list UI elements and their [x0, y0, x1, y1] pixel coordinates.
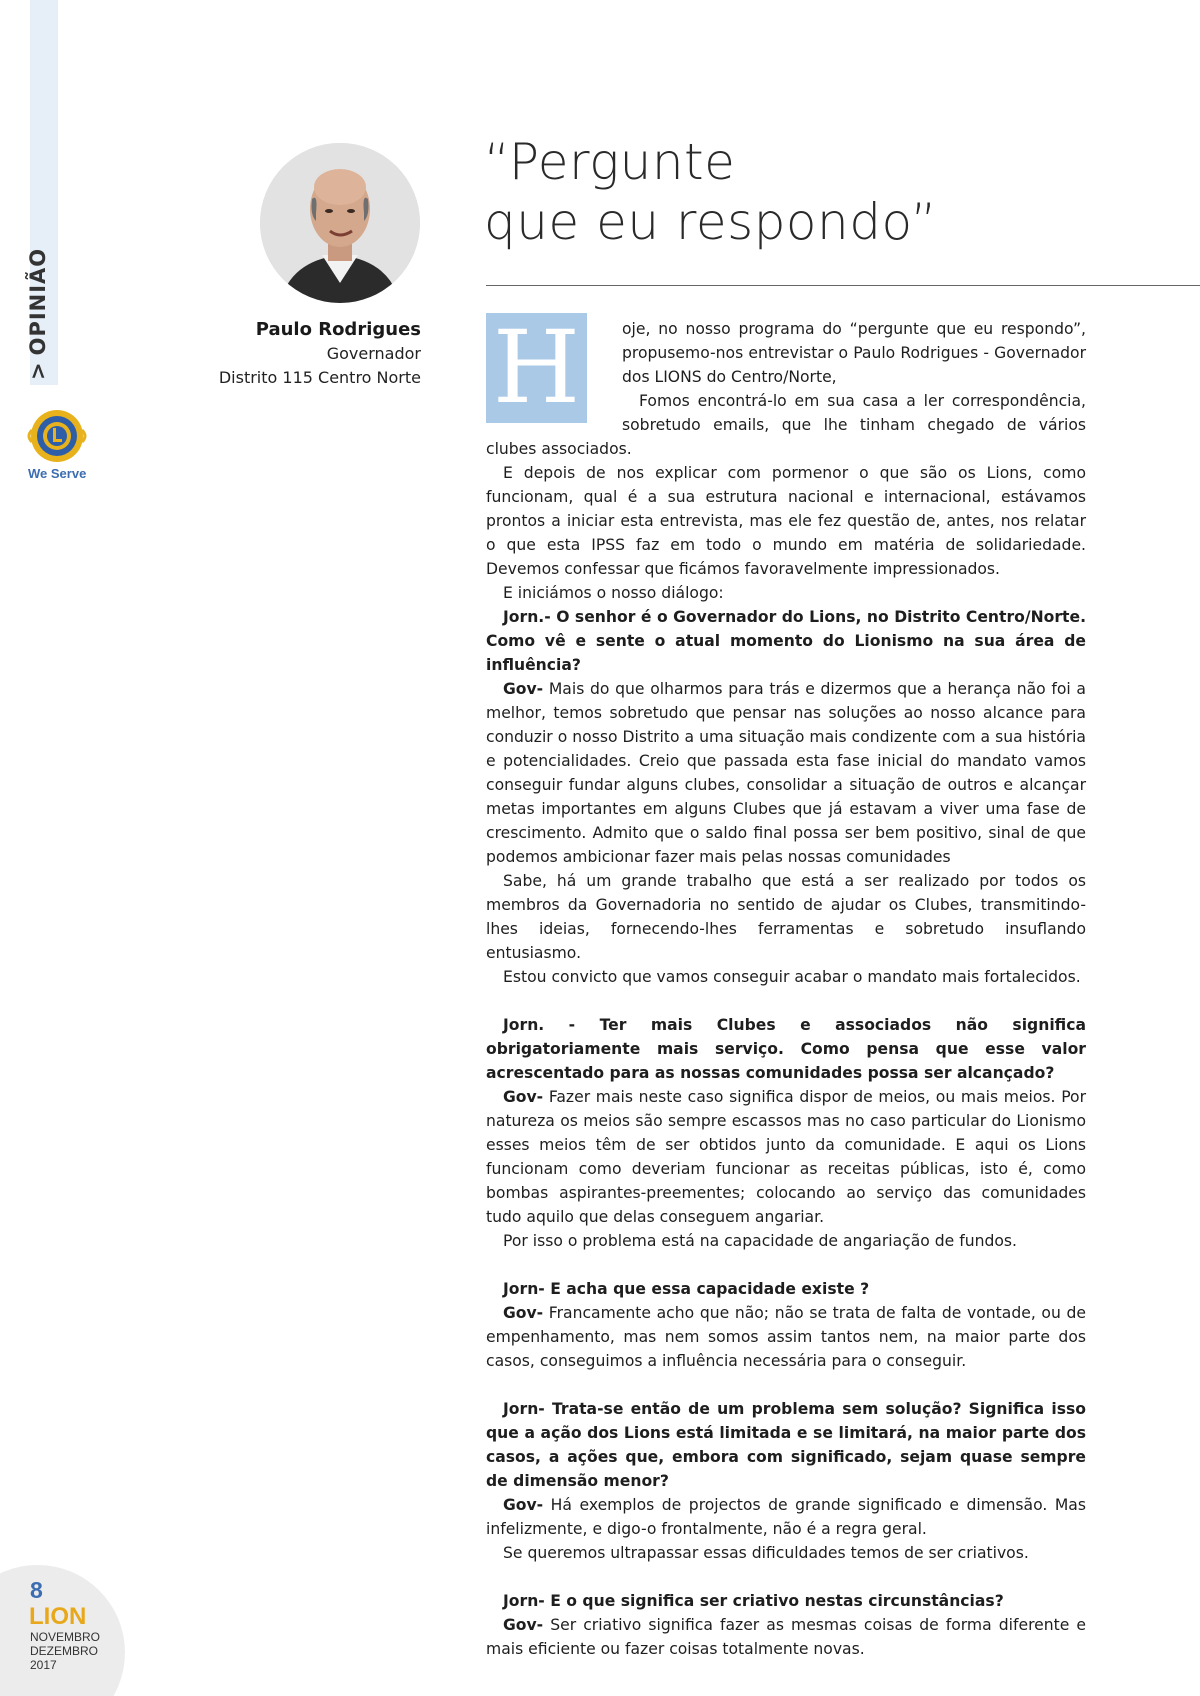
- page-number: 8: [30, 1577, 43, 1603]
- paragraph: oje, no nosso programa do “pergunte que eu respondo”, propusemo-nos entrevistar o Paulo Rodrigues - Governador dos LIONS do Centro/Norte,: [622, 320, 1086, 386]
- author-district: Distrito 115 Centro Norte: [218, 368, 421, 387]
- answer-text: Mais do que olharmos para trás e dizermos que a herança não foi a melhor, temos sobretudo que pensar nas soluções ao nosso alcance para conduzir o nosso Distrito a uma situação mais condizente com a sua história e potencialidades. Creio que passada esta fase inicial do mandato vamos conseguir fundar alguns clubes, consolidar a situação de outros e alcançar metas importantes em alguns Clubes que já estavam a viver uma fase de crescimento. Admito que o saldo final possa ser bem positivo, sinal de que podemos ambicionar fazer mais pelas nossas comunidades: [486, 680, 1086, 866]
- title-divider: [486, 285, 1200, 286]
- portrait-illustration: [260, 143, 420, 303]
- title-line-1: “Pergunte: [484, 133, 736, 191]
- magazine-name: LION: [29, 1603, 87, 1630]
- answer-text: Francamente acho que não; não se trata de falta de vontade, ou de empenhamento, mas nem somos assim tantos nem, na maior parte dos casos, conseguimos a influência necessária para o conseguir.: [486, 1304, 1086, 1370]
- answer-text: Há exemplos de projectos de grande significado e dimensão. Mas infelizmente, e digo-o frontalmente, não é a regra geral.: [486, 1496, 1086, 1538]
- speaker-label: Gov-: [503, 1616, 544, 1634]
- author-role: Governador: [326, 344, 421, 363]
- answer: [486, 1493, 1086, 1541]
- section-name: OPINIÃO: [26, 247, 50, 356]
- question: Jorn- Trata-se então de um problema sem solução? Significa isso que a ação dos Lions está limitada e se limitará, na maior parte dos casos, a ações que, embora com significado, sejam quase sempre de dimensão menor?: [486, 1400, 1086, 1490]
- paragraph: E iniciámos o nosso diálogo:: [503, 584, 724, 602]
- speaker-label: Gov-: [503, 1304, 544, 1322]
- spacer: [486, 1253, 1086, 1277]
- section-label: [26, 248, 50, 380]
- title-line-2: que eu respondo”: [484, 193, 938, 251]
- logo-tagline: We Serve: [28, 466, 87, 481]
- spacer: [486, 1565, 1086, 1589]
- chevron-right-icon: >: [26, 361, 50, 380]
- author-photo: [260, 143, 420, 303]
- author-byline: [219, 318, 421, 390]
- issue-year: 2017: [30, 1658, 57, 1672]
- author-name: Paulo Rodrigues: [255, 319, 421, 340]
- paragraph: Se queremos ultrapassar essas dificuldades temos de ser criativos.: [503, 1544, 1029, 1562]
- paragraph: Por isso o problema está na capacidade de angariação de fundos.: [503, 1232, 1017, 1250]
- paragraph: E depois de nos explicar com pormenor o que são os Lions, como funcionam, qual é a sua estrutura nacional e internacional, estávamos prontos a iniciar esta entrevista, mas ele fez questão de, antes, nos relatar o que esta IPSS faz em todo o mundo em matéria de solidariedade. Devemos confessar que ficámos favoravelmente impressionados.: [486, 464, 1086, 578]
- question: Jorn.- O senhor é o Governador do Lions, no Distrito Centro/Norte. Como vê e sente o atual momento do Lionismo na sua área de influência?: [486, 608, 1086, 674]
- drop-cap-spacer: [486, 317, 622, 423]
- article-body: [486, 317, 1086, 1661]
- question: Jorn- E acha que essa capacidade existe ?: [503, 1280, 870, 1298]
- question: Jorn. - Ter mais Clubes e associados não significa obrigatoriamente mais serviço. Como pensa que esse valor acrescentado para as nossas comunidades possa ser alcançado?: [486, 1016, 1086, 1082]
- answer-text: Ser criativo significa fazer as mesmas coisas de forma diferente e mais eficiente ou fazer coisas totalmente novas.: [486, 1616, 1086, 1658]
- answer-text: Fazer mais neste caso significa dispor de meios, ou mais meios. Por natureza os meios são sempre escassos mas no caso particular do Lionismo esses meios têm de ser obtidos junto da comunidade. E aqui os Lions funcionam como deveriam funcionar as receitas públicas, isto é, como bombas aspirantes-preementes; colocando ao serviço das comunidades tudo aquilo que delas conseguem angariar.: [486, 1088, 1086, 1226]
- issue-month-2: DEZEMBRO: [30, 1644, 99, 1658]
- spacer: [486, 989, 1086, 1013]
- paragraph: Sabe, há um grande trabalho que está a ser realizado por todos os membros da Governadoria no sentido de ajudar os Clubes, transmitindo-lhes ideias, fornecendo-lhes ferramentas e sobretudo insuflando entusiasmo.: [486, 872, 1086, 962]
- answer: [486, 677, 1086, 869]
- speaker-label: Gov-: [503, 680, 544, 698]
- answer: [486, 1085, 1086, 1229]
- drop-cap: H: [486, 313, 587, 423]
- speaker-label: Gov-: [503, 1496, 544, 1514]
- answer: [486, 1613, 1086, 1661]
- speaker-label: Gov-: [503, 1088, 544, 1106]
- paragraph: Fomos encontrá-lo em sua casa a ler correspondência, sobretudo emails, que lhe tinham chegado de vários clubes associados.: [486, 392, 1086, 458]
- lions-emblem-icon: [26, 408, 88, 464]
- spacer: [486, 1373, 1086, 1397]
- issue-month-1: NOVEMBRO: [30, 1630, 101, 1644]
- article-title: [484, 132, 1084, 252]
- question: Jorn- E o que significa ser criativo nestas circunstâncias?: [503, 1592, 1004, 1610]
- paragraph: Estou convicto que vamos conseguir acabar o mandato mais fortalecidos.: [503, 968, 1081, 986]
- answer: [486, 1301, 1086, 1373]
